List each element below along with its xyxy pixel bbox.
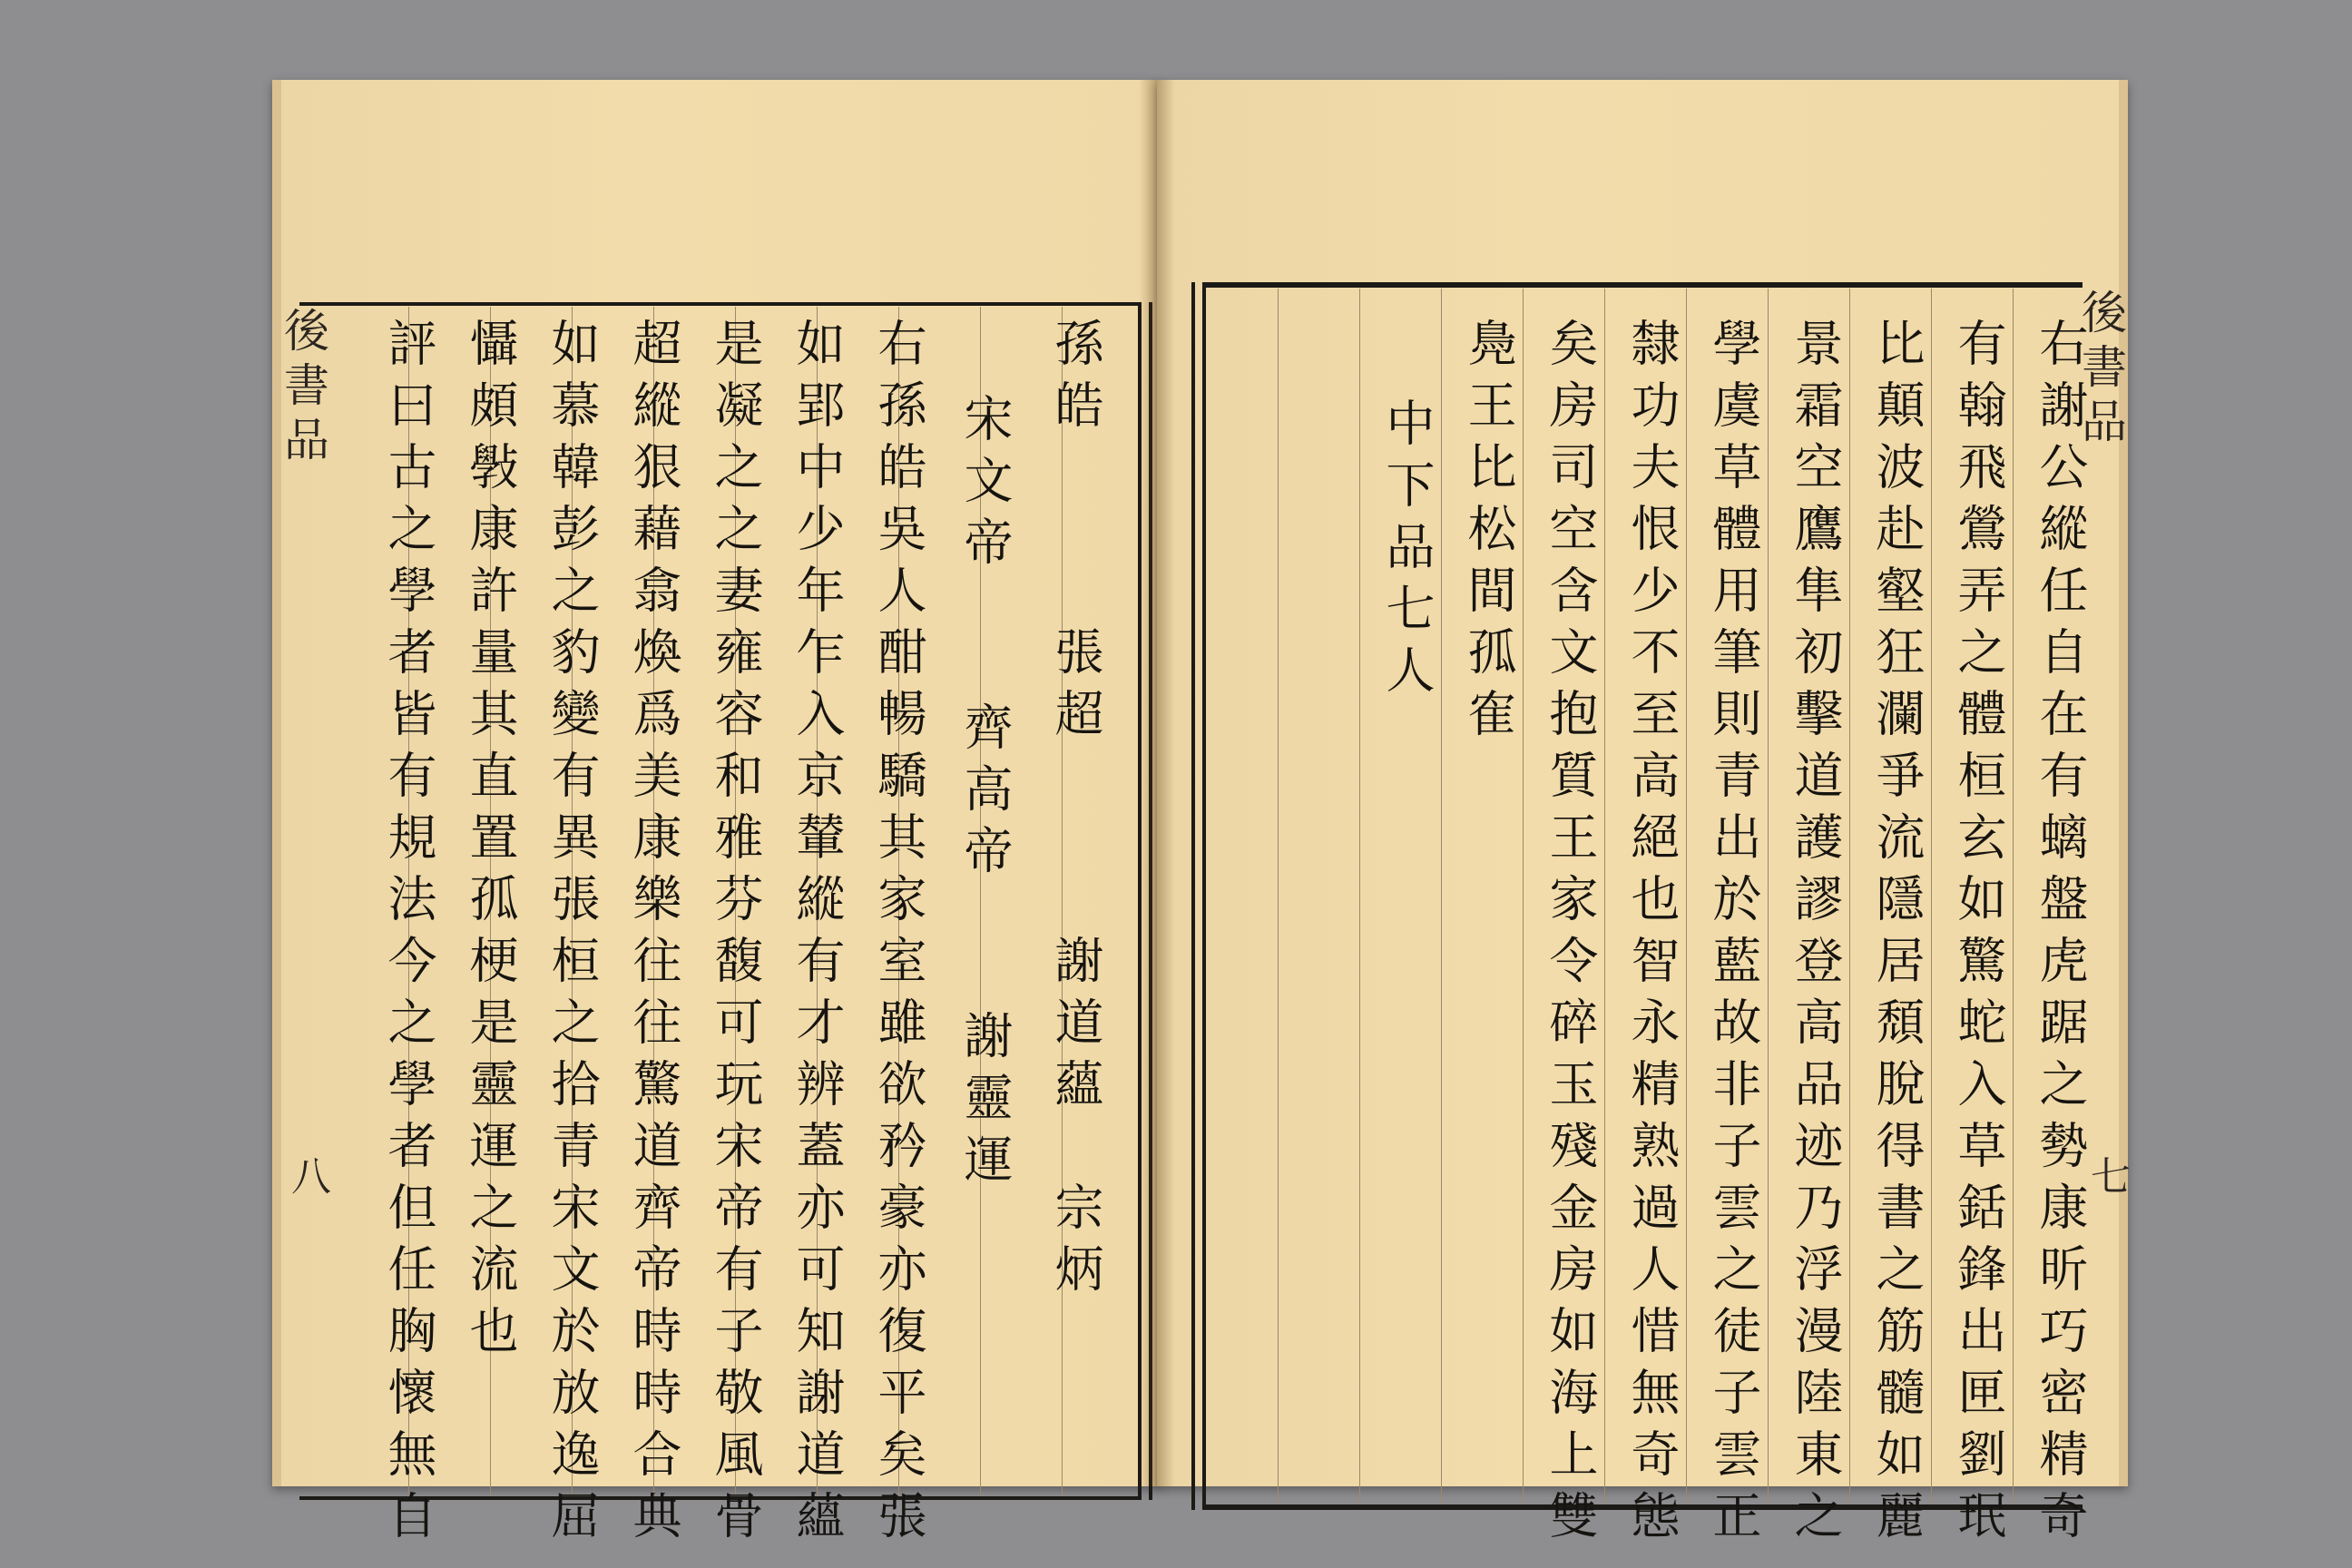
text-column: 如郢中少年乍入京輦縱有才辨蓋亦可知謝道蘊 bbox=[789, 318, 846, 1552]
text-column: 右孫皓吳人酣暢驕其家室雖欲矜豪亦復平矣張 bbox=[870, 318, 927, 1552]
left-page bbox=[272, 80, 1161, 1552]
text-column: 是凝之之妻雍容和雅芬馥可玩宋帝有子敬風骨 bbox=[707, 318, 764, 1552]
left-folio-number: 八 bbox=[284, 1155, 330, 1200]
text-column: 超縱狠藉翕煥爲美康樂往往驚道齊帝時時合典 bbox=[625, 318, 682, 1552]
text-column: 評曰古之學者皆有規法今之學者但任胸懷無自 bbox=[380, 318, 437, 1552]
left-margin-title: 後書品 bbox=[277, 307, 329, 470]
text-column: 鳧王比松間孤隺 bbox=[1460, 318, 1517, 750]
open-book bbox=[272, 80, 2130, 1552]
book-gutter bbox=[1139, 80, 1175, 1486]
text-column: 比顛波赴壑狂瀾爭流隱居頹脫得書之筋髓如麗 bbox=[1868, 318, 1926, 1552]
section-heading: 中下品七人 bbox=[1378, 397, 1436, 706]
header-names-line-2: 宋文帝 齊高帝 謝靈運 bbox=[956, 393, 1014, 1195]
right-folio-number: 七 bbox=[2083, 1155, 2130, 1200]
text-column: 學虞草體用筆則青出於藍故非子雲之徒子雲正 bbox=[1705, 318, 1762, 1552]
right-margin-title: 後書品 bbox=[2074, 289, 2127, 452]
text-column: 景霜空鷹隼初擊道護謬登高品迹乃浮漫陸東之 bbox=[1787, 318, 1844, 1552]
text-column: 有翰飛鶯弄之體桓玄如驚蛇入草銛鋒出匣劉珉 bbox=[1950, 318, 2007, 1552]
text-column: 矣房司空含文抱質王家令碎玉殘金房如海上雙 bbox=[1542, 318, 1599, 1552]
text-column: 右謝公縱任自在有螭盤虎踞之勢康昕巧密精奇 bbox=[2032, 318, 2089, 1552]
header-names-line-1: 孫皓 張超 謝道蘊 宗炳 bbox=[1047, 318, 1104, 1305]
text-column: 如慕韓彭之豹變有異張桓之拾青宋文於放逸屈 bbox=[544, 318, 601, 1552]
text-column: 懾頗斅康許量其直置孤梗是靈運之流也 bbox=[462, 318, 519, 1367]
text-column: 隸功夫恨少不至高絕也智永精熟過人惜無奇態 bbox=[1623, 318, 1681, 1552]
